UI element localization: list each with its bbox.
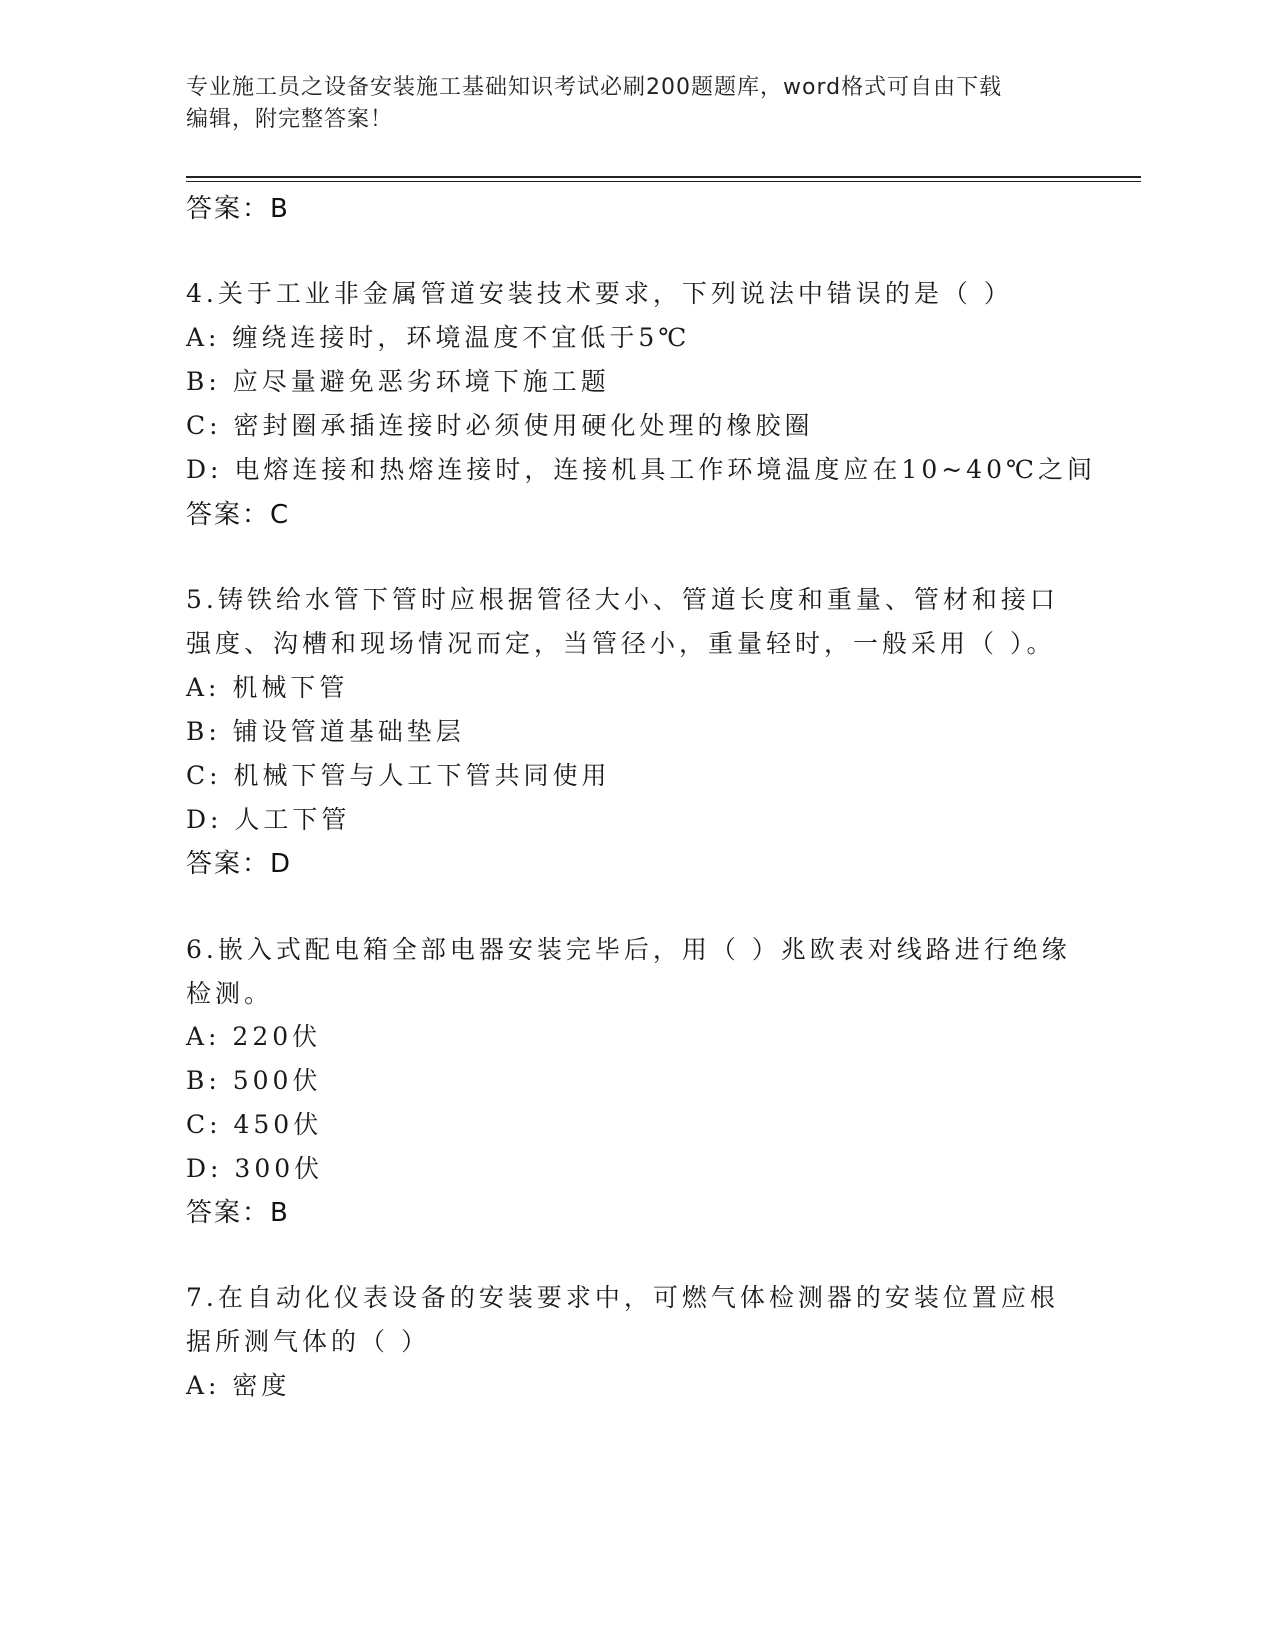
question-5-option-a: A: 机械下管 bbox=[186, 673, 349, 702]
question-5-option-d: D: 人工下管 bbox=[186, 805, 351, 834]
question-6-option-d: D: 300伏 bbox=[186, 1154, 324, 1183]
header-divider-thick bbox=[186, 176, 1141, 178]
question-7-stem-line-2: 据所测气体的（ ） bbox=[186, 1327, 430, 1356]
question-4-option-d: D: 电熔连接和热熔连接时，连接机具工作环境温度应在10~40℃之间 bbox=[186, 455, 1096, 484]
question-7-stem-line-1: 7.在自动化仪表设备的安装要求中，可燃气体检测器的安装位置应根 bbox=[186, 1283, 1059, 1312]
question-4-stem-line-1: 4.关于工业非金属管道安装技术要求，下列说法中错误的是（ ） bbox=[186, 279, 1013, 308]
question-6-option-b: B: 500伏 bbox=[186, 1066, 322, 1095]
answer-q3: 答案：B bbox=[186, 194, 290, 224]
answer-q4: 答案：C bbox=[186, 500, 291, 530]
question-4-option-c: C: 密封圈承插连接时必须使用硬化处理的橡胶圈 bbox=[186, 411, 814, 440]
question-5-stem-line-1: 5.铸铁给水管下管时应根据管径大小、管道长度和重量、管材和接口 bbox=[186, 585, 1059, 614]
question-6-stem-line-2: 检测。 bbox=[186, 979, 274, 1008]
question-6-stem-line-1: 6.嵌入式配电箱全部电器安装完毕后，用（ ）兆欧表对线路进行绝缘 bbox=[186, 935, 1071, 964]
question-6-option-a: A: 220伏 bbox=[186, 1022, 322, 1051]
answer-q6: 答案：B bbox=[186, 1198, 290, 1228]
question-5-stem-line-2: 强度、沟槽和现场情况而定，当管径小，重量轻时，一般采用（ ）。 bbox=[186, 629, 1056, 658]
question-4-option-a: A: 缠绕连接时，环境温度不宜低于5℃ bbox=[186, 323, 691, 352]
answer-q5: 答案：D bbox=[186, 849, 293, 879]
header-line-1: 专业施工员之设备安装施工基础知识考试必刷200题题库，word格式可自由下载 bbox=[186, 75, 1003, 100]
question-5-option-c: C: 机械下管与人工下管共同使用 bbox=[186, 761, 611, 790]
question-5-option-b: B: 铺设管道基础垫层 bbox=[186, 717, 465, 746]
question-7-option-a: A: 密度 bbox=[186, 1371, 291, 1400]
document-header bbox=[186, 72, 1066, 136]
question-6-option-c: C: 450伏 bbox=[186, 1110, 323, 1139]
question-4-option-b: B: 应尽量避免恶劣环境下施工题 bbox=[186, 367, 610, 396]
header-line-2: 编辑，附完整答案！ bbox=[186, 107, 394, 132]
header-divider-thin bbox=[186, 181, 1141, 182]
